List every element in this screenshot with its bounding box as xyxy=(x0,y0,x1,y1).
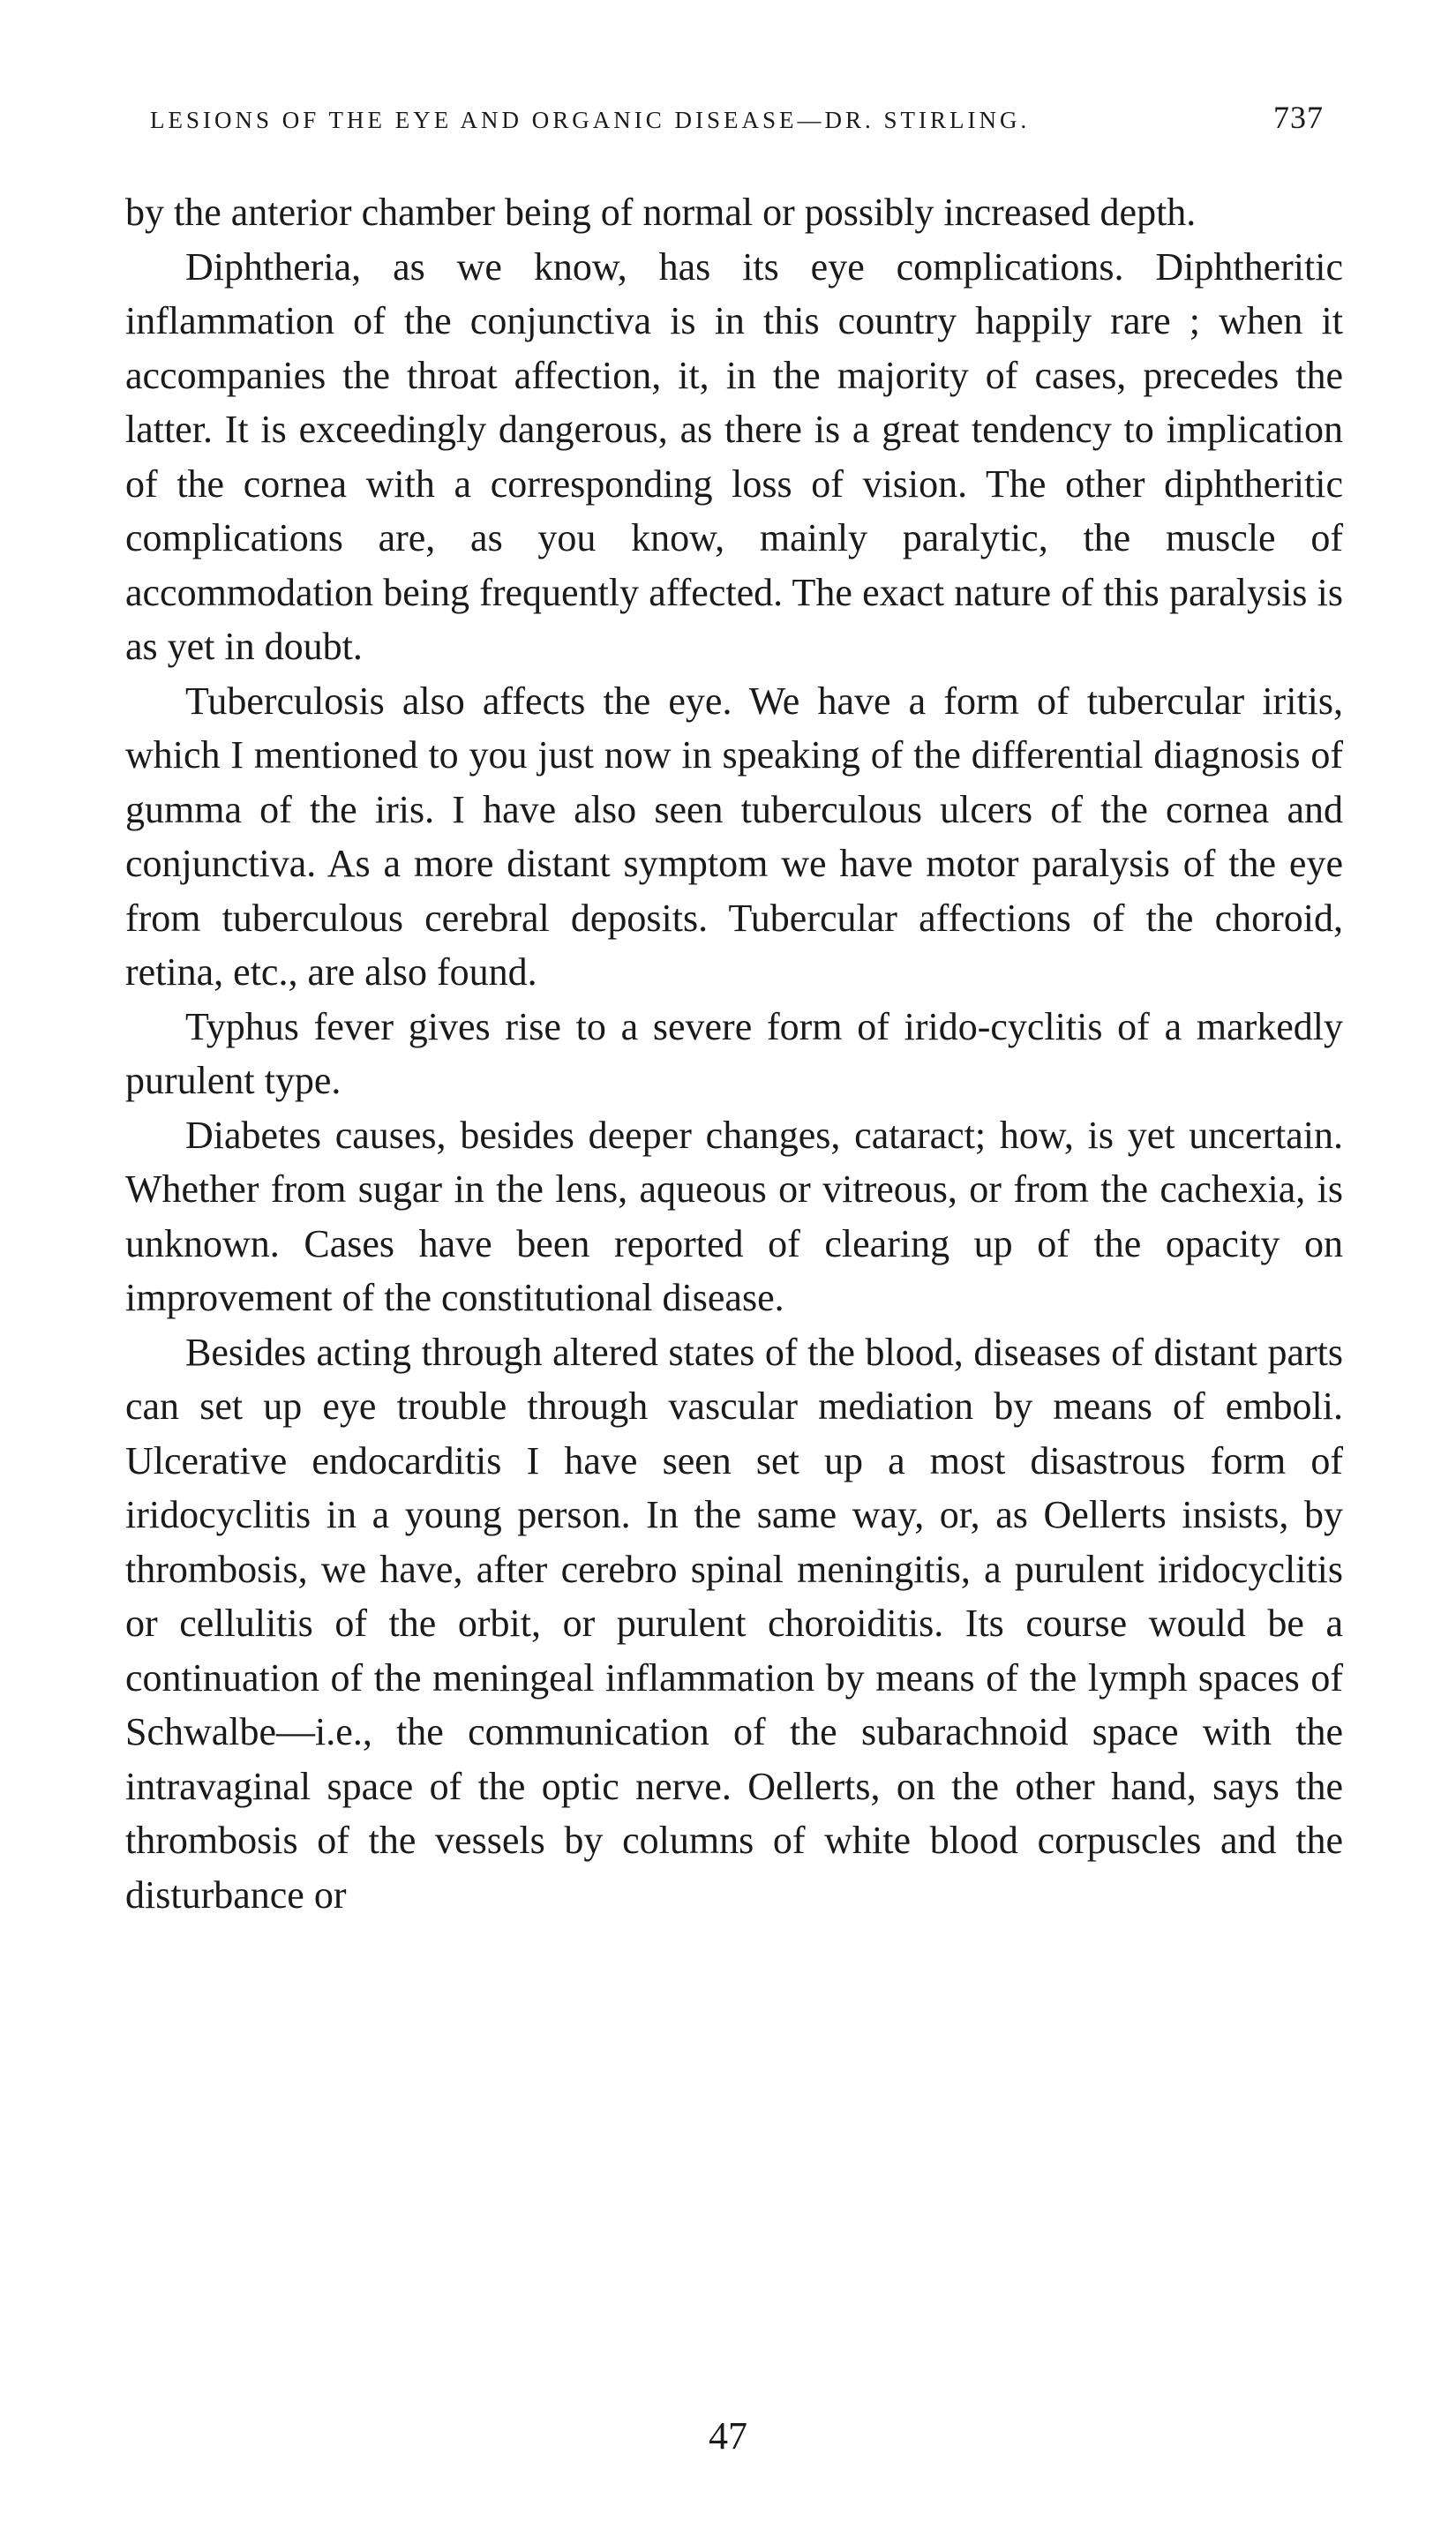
paragraph-diabetes: Diabetes causes, besides deeper changes, cataract; how, is yet uncertain. Whether from sugar in the lens, aqueous or vitreous, or from the cachexia, is unknown. Cases have been reported of clearing up of the opacity on improvement of the constitutional disease. xyxy=(125,1113,1343,1319)
signature-mark: 47 xyxy=(709,2414,747,2458)
paragraph-diphtheria: Diphtheria, as we know, has its eye complications. Diphtheritic inflammation of the conjunctiva is in this country happily rare ; when it accompanies the throat affection, it, in the majority of cases, precedes the latter. It is exceedingly dangerous, as there is a great tendency to implication of the cornea with a corresponding loss of vision. The other diphtheritic complications are, as you know, mainly paralytic, the muscle of accommodation being frequently affected. The exact nature of this paralysis is as yet in doubt. xyxy=(125,244,1343,668)
running-title: LESIONS OF THE EYE AND ORGANIC DISEASE—DR. STIRLING. xyxy=(150,107,1031,133)
body-text xyxy=(125,185,1343,1922)
paragraph-emboli: Besides acting through altered states of the blood, diseases of distant parts can set up eye trouble through vascular mediation by means of emboli. Ulcerative endocarditis I have seen set up a most disastrous form of iridocyclitis in a young person. In the same way, or, as Oellerts insists, by thrombosis, we have, after cerebro spinal meningitis, a purulent iridocyclitis or cellulitis of the orbit, or purulent choroiditis. Its course would be a continuation of the meningeal inflammation by means of the lymph spaces of Schwalbe—i.e., the communication of the subarachnoid space with the intravaginal space of the optic nerve. Oellerts, on the other hand, says the thrombosis of the vessels by columns of white blood corpuscles and the disturbance or xyxy=(125,1330,1343,1917)
page-number: 737 xyxy=(1273,100,1324,135)
running-head xyxy=(150,99,1324,136)
paragraph-typhus: Typhus fever gives rise to a severe form of irido-cyclitis of a markedly purulent type. xyxy=(125,1004,1343,1102)
paragraph-tuberculosis: Tuberculosis also affects the eye. We have a form of tubercular iritis, which I mentioned to you just now in speaking of the differential diagnosis of gumma of the iris. I have also seen tuberculous ulcers of the cornea and conjunctiva. As a more distant symptom we have motor paralysis of the eye from tuberculous cerebral deposits. Tubercular affections of the choroid, retina, etc., are also found. xyxy=(125,679,1343,994)
paragraph-continuation: by the anterior chamber being of normal or possibly increased depth. xyxy=(125,191,1197,234)
